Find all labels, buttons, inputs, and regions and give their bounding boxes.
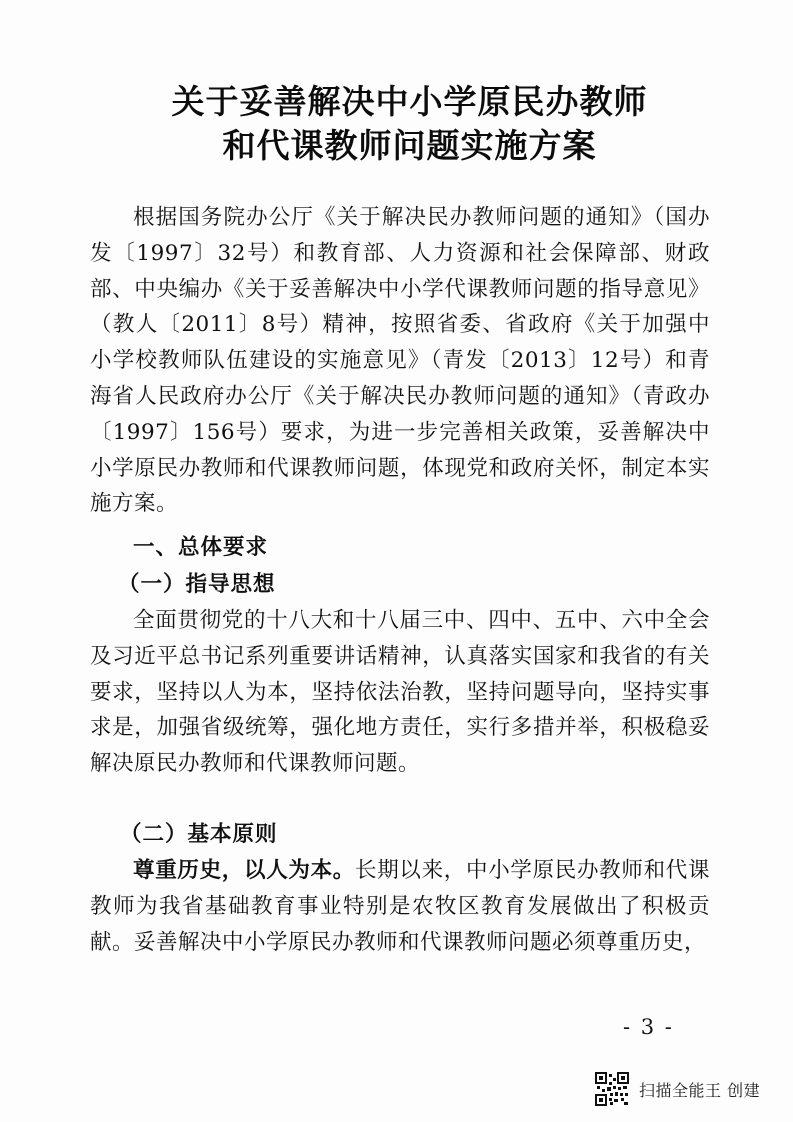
section-heading-general-requirements: 一、总体要求 <box>133 535 269 560</box>
paragraph-lead-bold: 尊重历史，以人为本。 <box>133 858 355 883</box>
document-title-line-1: 关于妥善解决中小学原民办教师 <box>171 82 648 121</box>
document-title-line-2: 和代课教师问题实施方案 <box>222 126 597 165</box>
subsection-heading-basic-principles: （二）基本原则 <box>120 822 278 847</box>
paragraph-intro: 根据国务院办公厅《关于解决民办教师问题的通知》（国办发〔1997〕32号）和教育部、人力资源和社会保障部、财政部、中央编办《关于妥善解决中小学代课教师问题的指导意见》（教人〔2011〕8号）精神，按照省委、省政府《关于加强中小学校教师队伍建设的实施意见》（青发〔2013〕12号）和青海省人民政府办公厅《关于解决民办教师问题的通知》（青政办〔1997〕156号）要求，为进一步完善相关政策，妥善解决中小学原民办教师和代课教师问题，体现党和政府关怀，制定本实施方案。 <box>90 205 710 517</box>
paragraph-guiding-ideology: 全面贯彻党的十八大和十八届三中、四中、五中、六中全会及习近平总书记系列重要讲话精神，认真落实国家和我省的有关要求，坚持以人为本，坚持依法治教，坚持问题导向，坚持实事求是，加强省级统筹，强化地方责任，实行多措并举，积极稳妥解决原民办教师和代课教师问题。 <box>90 608 710 777</box>
paragraph-basic-principles <box>90 853 710 960</box>
scanner-watermark <box>595 1072 760 1106</box>
page-number: - 3 - <box>623 1015 674 1039</box>
watermark-label: 扫描全能王 创建 <box>639 1080 761 1100</box>
subsection-heading-guiding-ideology: （一）指导思想 <box>118 572 276 597</box>
paragraph-body: 长期以来，中小学原民办教师和代课教师为我省基础教育事业特别是农牧区教育发展做出了积极贡献。妥善解决中小学原民办教师和代课教师问题必须尊重历史， <box>90 858 710 955</box>
qr-code-icon <box>595 1072 629 1106</box>
